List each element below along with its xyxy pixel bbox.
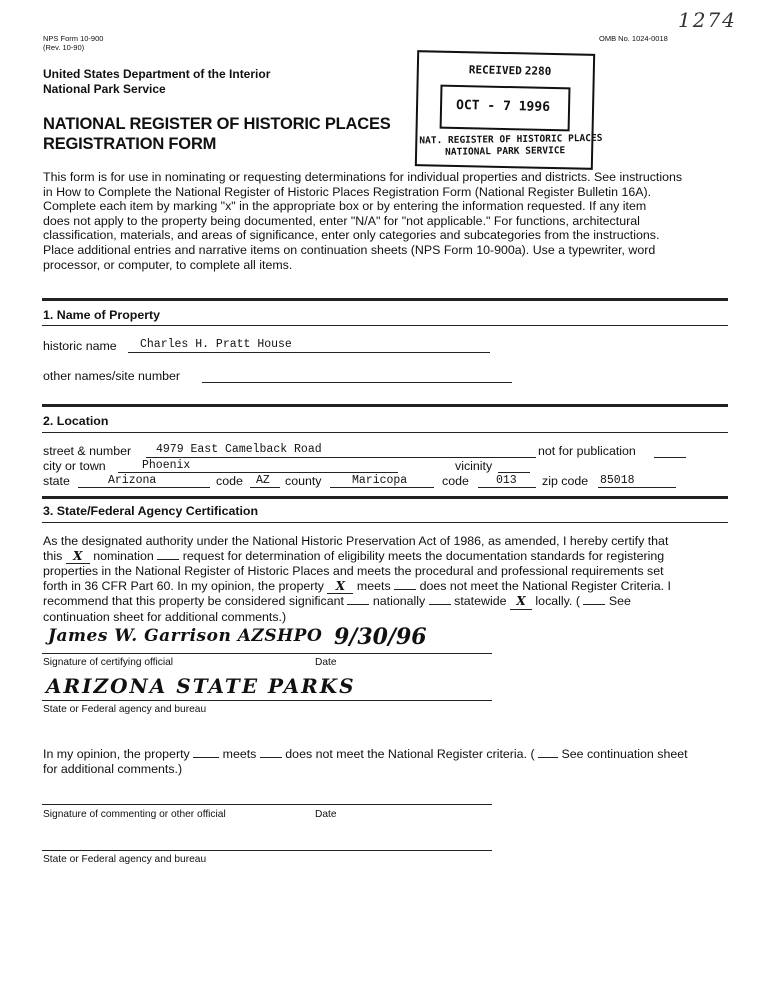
section-3-top-rule	[42, 496, 728, 499]
section-3-heading: 3. State/Federal Agency Certification	[43, 504, 259, 518]
corner-handwritten-note: 1274	[678, 8, 737, 32]
commenting-signature-line[interactable]	[42, 804, 492, 805]
street-line	[146, 457, 536, 458]
certifying-signature-date: 9/30/96	[334, 624, 427, 650]
certification-line: As the designated authority under the National Historic Preservation Act of 1986, as amended, I hereby certify that	[43, 534, 669, 548]
cert-text: request for determination of eligibility meets the documentation standards for registering	[182, 548, 665, 563]
section-2-rule	[42, 432, 728, 433]
agency-line	[42, 700, 492, 701]
section-2-heading: 2. Location	[43, 414, 109, 428]
certifying-signature: James W. Garrison AZSHPO	[48, 626, 323, 646]
historic-name-label: historic name	[43, 339, 117, 353]
received-stamp	[415, 50, 603, 170]
cert-text: See	[608, 594, 631, 609]
agency-label: State or Federal agency and bureau	[43, 704, 207, 715]
instructions-line: in How to Complete the National Register of Historic Places Registration Form (National Register Bulletin 16A).	[43, 184, 652, 199]
other-names-line	[202, 382, 512, 383]
state-label: state	[43, 474, 70, 488]
state-code-field[interactable]: AZ	[256, 474, 270, 487]
city-label: city or town	[43, 459, 106, 473]
instructions-line: does not apply to the property being documented, enter "N/A" for "not applicable." For functions, architectural	[43, 213, 640, 228]
form-number: NPS Form 10-900	[43, 34, 104, 43]
instructions-paragraph	[43, 170, 743, 272]
zip-line	[598, 487, 676, 488]
cert-text: recommend that this property be considered significant	[43, 594, 344, 609]
certification-line	[43, 549, 743, 565]
certification-line	[43, 594, 743, 610]
certifying-signature-label: Signature of certifying official	[43, 657, 174, 668]
instructions-line: Place additional entries and narrative items on continuation sheets (NPS Form 10-900a). Use a typewriter, word	[43, 242, 656, 257]
certifying-date-label: Date	[315, 657, 337, 668]
section-1-heading: 1. Name of Property	[43, 308, 161, 322]
certification-line	[43, 579, 743, 595]
county-field[interactable]: Maricopa	[352, 474, 408, 487]
opinion-text: In my opinion, the property	[43, 747, 190, 761]
commenting-agency-label: State or Federal agency and bureau	[43, 854, 207, 865]
opinion-meets-checkbox[interactable]	[193, 757, 219, 758]
section-1-top-rule	[42, 298, 728, 301]
state-code-line	[250, 487, 280, 488]
street-field[interactable]: 4979 East Camelback Road	[156, 443, 322, 456]
opinion-line-1	[43, 747, 688, 762]
instructions-line: Complete each item by marking "x" in the appropriate box or by entering the information requested. If any item	[43, 199, 647, 214]
cert-text: forth in 36 CFR Part 60. In my opinion, the property	[43, 578, 324, 593]
cert-text: does not meet the National Register Criteria. I	[419, 578, 671, 593]
instructions-line: This form is for use in nominating or requesting determinations for individual properties and districts. See instructions	[43, 170, 683, 184]
certification-line: continuation sheet for additional comments.)	[43, 609, 287, 624]
opinion-line-2: for additional comments.)	[43, 762, 183, 776]
county-code-field[interactable]: 013	[496, 474, 517, 487]
street-label: street & number	[43, 444, 132, 458]
zip-field[interactable]: 85018	[600, 474, 635, 487]
form-title-line-1: NATIONAL REGISTER OF HISTORIC PLACES	[43, 115, 391, 133]
form-revision: (Rev. 10-90)	[43, 43, 85, 52]
historic-name-line	[128, 352, 490, 353]
opinion-text: meets	[222, 747, 257, 761]
city-field[interactable]: Phoenix	[142, 459, 191, 472]
commenting-date-label: Date	[315, 809, 337, 820]
cert-text: nomination	[93, 548, 154, 563]
county-code-line	[478, 487, 536, 488]
other-names-label: other names/site number	[43, 369, 181, 383]
commenting-signature-label: Signature of commenting or other official	[43, 809, 226, 820]
section-2-top-rule	[42, 404, 728, 407]
not-for-publication-line[interactable]	[654, 457, 686, 458]
cert-text: this	[43, 548, 63, 563]
stamp-received-label: RECEIVED	[468, 63, 522, 78]
zip-label: zip code	[542, 474, 589, 488]
does-not-meet-checkbox[interactable]	[394, 589, 416, 590]
cert-text: statewide	[454, 594, 507, 609]
city-line	[118, 472, 398, 473]
agency-line-1: United States Department of the Interior	[43, 67, 271, 81]
vicinity-line[interactable]	[498, 472, 530, 473]
stamp-line-1: NAT. REGISTER OF HISTORIC PLACES	[419, 132, 603, 147]
stamp-line-2: NATIONAL PARK SERVICE	[445, 145, 566, 158]
certification-line: properties in the National Register of Historic Places and meets the procedural and professional requirements set	[43, 564, 664, 579]
historic-name-field[interactable]: Charles H. Pratt House	[140, 338, 292, 351]
certification-paragraph	[43, 534, 743, 625]
opinion-text: See continuation sheet	[561, 747, 688, 761]
county-line	[330, 487, 434, 488]
section-1-rule	[42, 325, 728, 326]
request-checkbox[interactable]	[157, 559, 179, 560]
stamp-date: OCT - 7 1996	[455, 97, 551, 115]
locally-checkbox[interactable]: X	[510, 594, 532, 610]
cert-text: meets	[356, 578, 391, 593]
state-code-label: code	[216, 474, 243, 488]
form-title-line-2: REGISTRATION FORM	[43, 135, 217, 153]
county-code-label: code	[442, 474, 469, 488]
cert-text: locally. (	[535, 594, 580, 609]
nationally-checkbox[interactable]	[347, 604, 369, 605]
vicinity-label: vicinity	[455, 459, 493, 473]
instructions-line: classification, materials, and areas of significance, enter only categories and subcategories from the instructions.	[43, 228, 660, 243]
agency-handwritten: ARIZONA STATE PARKS	[46, 674, 356, 698]
opinion-does-not-meet-checkbox[interactable]	[260, 757, 282, 758]
state-field[interactable]: Arizona	[108, 474, 157, 487]
not-for-publication-label: not for publication	[538, 444, 636, 458]
commenting-agency-line[interactable]	[42, 850, 492, 851]
nomination-checkbox[interactable]: X	[66, 549, 90, 565]
certifying-signature-line	[42, 653, 492, 654]
statewide-checkbox[interactable]	[429, 604, 451, 605]
stamp-number: 2280	[524, 64, 552, 78]
instructions-line: processor, or computer, to complete all items.	[43, 257, 293, 272]
section-3-rule	[42, 522, 728, 523]
state-line	[78, 487, 210, 488]
opinion-text: does not meet the National Register criteria. (	[285, 747, 535, 761]
omb-number: OMB No. 1024-0018	[599, 34, 668, 43]
agency-line-2: National Park Service	[43, 82, 166, 96]
stamp-date-box	[440, 85, 571, 132]
meets-checkbox[interactable]: X	[327, 579, 353, 595]
see-continuation-checkbox[interactable]	[583, 604, 605, 605]
cert-text: nationally	[372, 594, 426, 609]
county-label: county	[285, 474, 322, 488]
opinion-continuation-checkbox[interactable]	[538, 757, 558, 758]
